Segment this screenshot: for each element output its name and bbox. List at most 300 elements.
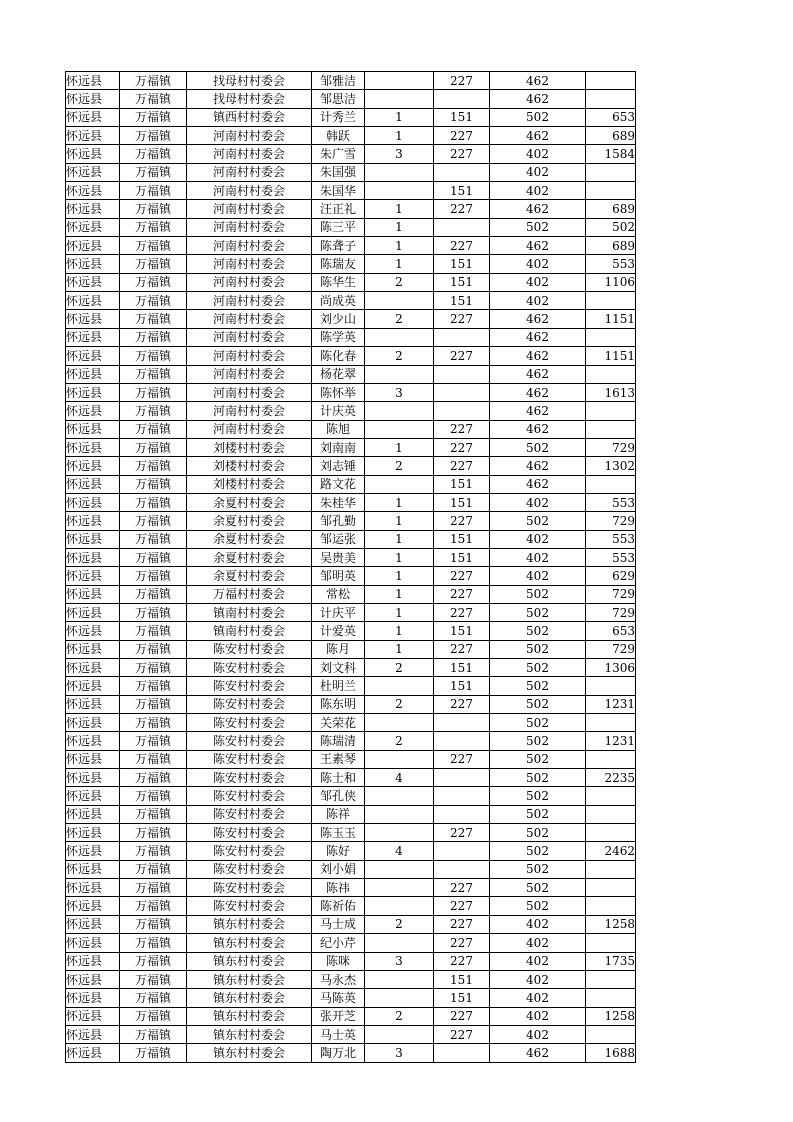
- village-committee-cell: 万福村村委会: [187, 585, 312, 603]
- county-cell: 怀远县: [66, 695, 120, 713]
- total-cell: 729: [586, 603, 636, 621]
- village-committee-cell: 镇东村村委会: [187, 934, 312, 952]
- count-cell: [365, 787, 434, 805]
- amount-a-cell: [434, 218, 490, 236]
- amount-b-cell: 462: [490, 457, 586, 475]
- name-cell: 刘志锤: [312, 457, 365, 475]
- town-cell: 万福镇: [120, 915, 187, 933]
- county-cell: 怀远县: [66, 237, 120, 255]
- town-cell: 万福镇: [120, 475, 187, 493]
- total-cell: 1106: [586, 273, 636, 291]
- amount-b-cell: 402: [490, 970, 586, 988]
- amount-a-cell: 227: [434, 695, 490, 713]
- amount-b-cell: 462: [490, 420, 586, 438]
- village-committee-cell: 陈安村村委会: [187, 824, 312, 842]
- count-cell: 3: [365, 952, 434, 970]
- amount-a-cell: 151: [434, 292, 490, 310]
- count-cell: [365, 970, 434, 988]
- total-cell: 689: [586, 127, 636, 145]
- table-row: [66, 72, 636, 90]
- table-row: [66, 108, 636, 126]
- count-cell: [365, 860, 434, 878]
- table-row: [66, 402, 636, 420]
- amount-a-cell: 227: [434, 934, 490, 952]
- table-row: [66, 1044, 636, 1062]
- count-cell: 2: [365, 457, 434, 475]
- town-cell: 万福镇: [120, 824, 187, 842]
- total-cell: 653: [586, 108, 636, 126]
- amount-b-cell: 502: [490, 769, 586, 787]
- count-cell: [365, 750, 434, 768]
- village-committee-cell: 河南村村委会: [187, 255, 312, 273]
- amount-b-cell: 462: [490, 90, 586, 108]
- total-cell: [586, 365, 636, 383]
- town-cell: 万福镇: [120, 200, 187, 218]
- total-cell: 1302: [586, 457, 636, 475]
- name-cell: 韩跃: [312, 127, 365, 145]
- total-cell: [586, 970, 636, 988]
- table-row: [66, 879, 636, 897]
- amount-b-cell: 402: [490, 530, 586, 548]
- table-row: [66, 347, 636, 365]
- village-committee-cell: 镇东村村委会: [187, 1044, 312, 1062]
- town-cell: 万福镇: [120, 457, 187, 475]
- count-cell: 1: [365, 438, 434, 456]
- name-cell: 陈旭: [312, 420, 365, 438]
- county-cell: 怀远县: [66, 457, 120, 475]
- table-row: [66, 292, 636, 310]
- village-committee-cell: 河南村村委会: [187, 420, 312, 438]
- name-cell: 陈玉玉: [312, 824, 365, 842]
- amount-a-cell: 151: [434, 255, 490, 273]
- county-cell: 怀远县: [66, 622, 120, 640]
- village-committee-cell: 镇东村村委会: [187, 1025, 312, 1043]
- county-cell: 怀远县: [66, 640, 120, 658]
- name-cell: 邹雅洁: [312, 72, 365, 90]
- amount-b-cell: 502: [490, 879, 586, 897]
- total-cell: [586, 90, 636, 108]
- town-cell: 万福镇: [120, 714, 187, 732]
- county-cell: 怀远县: [66, 163, 120, 181]
- amount-b-cell: 462: [490, 72, 586, 90]
- total-cell: [586, 420, 636, 438]
- table-row: [66, 457, 636, 475]
- table-row: [66, 512, 636, 530]
- village-committee-cell: 陈安村村委会: [187, 750, 312, 768]
- village-committee-cell: 镇东村村委会: [187, 970, 312, 988]
- village-committee-cell: 镇东村村委会: [187, 1007, 312, 1025]
- amount-b-cell: 402: [490, 255, 586, 273]
- village-committee-cell: 陈安村村委会: [187, 695, 312, 713]
- name-cell: 朱广雪: [312, 145, 365, 163]
- town-cell: 万福镇: [120, 292, 187, 310]
- table-row: [66, 824, 636, 842]
- county-cell: 怀远县: [66, 952, 120, 970]
- village-committee-cell: 河南村村委会: [187, 182, 312, 200]
- total-cell: 729: [586, 585, 636, 603]
- county-cell: 怀远县: [66, 915, 120, 933]
- amount-a-cell: [434, 787, 490, 805]
- county-cell: 怀远县: [66, 1044, 120, 1062]
- county-cell: 怀远县: [66, 145, 120, 163]
- amount-a-cell: 151: [434, 659, 490, 677]
- name-cell: 朱国强: [312, 163, 365, 181]
- name-cell: 陈三平: [312, 218, 365, 236]
- count-cell: [365, 90, 434, 108]
- name-cell: 关荣花: [312, 714, 365, 732]
- town-cell: 万福镇: [120, 897, 187, 915]
- count-cell: 4: [365, 769, 434, 787]
- amount-b-cell: 462: [490, 383, 586, 401]
- village-committee-cell: 河南村村委会: [187, 383, 312, 401]
- town-cell: 万福镇: [120, 732, 187, 750]
- town-cell: 万福镇: [120, 860, 187, 878]
- data-table: [65, 71, 636, 1063]
- amount-a-cell: [434, 1044, 490, 1062]
- total-cell: [586, 714, 636, 732]
- town-cell: 万福镇: [120, 438, 187, 456]
- town-cell: 万福镇: [120, 769, 187, 787]
- name-cell: 陈瑞清: [312, 732, 365, 750]
- name-cell: 邹孔侠: [312, 787, 365, 805]
- name-cell: 刘南南: [312, 438, 365, 456]
- county-cell: 怀远县: [66, 677, 120, 695]
- county-cell: 怀远县: [66, 860, 120, 878]
- village-committee-cell: 河南村村委会: [187, 273, 312, 291]
- amount-a-cell: 227: [434, 640, 490, 658]
- count-cell: [365, 879, 434, 897]
- table-row: [66, 659, 636, 677]
- amount-b-cell: 462: [490, 328, 586, 346]
- table-row: [66, 163, 636, 181]
- count-cell: 2: [365, 659, 434, 677]
- total-cell: [586, 328, 636, 346]
- town-cell: 万福镇: [120, 1025, 187, 1043]
- amount-a-cell: 227: [434, 145, 490, 163]
- town-cell: 万福镇: [120, 970, 187, 988]
- amount-a-cell: 151: [434, 989, 490, 1007]
- town-cell: 万福镇: [120, 163, 187, 181]
- total-cell: [586, 402, 636, 420]
- table-row: [66, 420, 636, 438]
- county-cell: 怀远县: [66, 273, 120, 291]
- village-committee-cell: 陈安村村委会: [187, 805, 312, 823]
- total-cell: [586, 860, 636, 878]
- village-committee-cell: 镇东村村委会: [187, 989, 312, 1007]
- county-cell: 怀远县: [66, 402, 120, 420]
- amount-a-cell: [434, 805, 490, 823]
- name-cell: 马士英: [312, 1025, 365, 1043]
- town-cell: 万福镇: [120, 365, 187, 383]
- total-cell: [586, 677, 636, 695]
- county-cell: 怀远县: [66, 567, 120, 585]
- count-cell: [365, 677, 434, 695]
- village-committee-cell: 陈安村村委会: [187, 714, 312, 732]
- name-cell: 陈好: [312, 842, 365, 860]
- count-cell: 1: [365, 622, 434, 640]
- name-cell: 路文花: [312, 475, 365, 493]
- amount-a-cell: [434, 328, 490, 346]
- county-cell: 怀远县: [66, 438, 120, 456]
- amount-b-cell: 462: [490, 310, 586, 328]
- count-cell: 1: [365, 512, 434, 530]
- name-cell: 陈学英: [312, 328, 365, 346]
- name-cell: 杜明兰: [312, 677, 365, 695]
- table-row: [66, 585, 636, 603]
- table-row: [66, 365, 636, 383]
- village-committee-cell: 河南村村委会: [187, 145, 312, 163]
- amount-b-cell: 502: [490, 108, 586, 126]
- name-cell: 陈怀举: [312, 383, 365, 401]
- count-cell: 3: [365, 145, 434, 163]
- count-cell: 2: [365, 915, 434, 933]
- town-cell: 万福镇: [120, 145, 187, 163]
- name-cell: 邹运张: [312, 530, 365, 548]
- amount-b-cell: 502: [490, 677, 586, 695]
- amount-b-cell: 402: [490, 182, 586, 200]
- table-row: [66, 237, 636, 255]
- name-cell: 朱桂华: [312, 493, 365, 511]
- county-cell: 怀远县: [66, 1025, 120, 1043]
- count-cell: 1: [365, 255, 434, 273]
- total-cell: [586, 182, 636, 200]
- total-cell: 689: [586, 200, 636, 218]
- county-cell: 怀远县: [66, 530, 120, 548]
- village-committee-cell: 河南村村委会: [187, 365, 312, 383]
- table-row: [66, 200, 636, 218]
- amount-a-cell: 227: [434, 567, 490, 585]
- county-cell: 怀远县: [66, 292, 120, 310]
- village-committee-cell: 陈安村村委会: [187, 769, 312, 787]
- amount-a-cell: 227: [434, 952, 490, 970]
- amount-a-cell: 227: [434, 879, 490, 897]
- count-cell: 3: [365, 383, 434, 401]
- table-row: [66, 90, 636, 108]
- total-cell: 1306: [586, 659, 636, 677]
- total-cell: 1258: [586, 1007, 636, 1025]
- total-cell: 553: [586, 548, 636, 566]
- amount-a-cell: [434, 383, 490, 401]
- town-cell: 万福镇: [120, 603, 187, 621]
- name-cell: 吴贵美: [312, 548, 365, 566]
- amount-b-cell: 462: [490, 347, 586, 365]
- county-cell: 怀远县: [66, 310, 120, 328]
- amount-b-cell: 502: [490, 860, 586, 878]
- county-cell: 怀远县: [66, 805, 120, 823]
- amount-b-cell: 502: [490, 787, 586, 805]
- town-cell: 万福镇: [120, 952, 187, 970]
- village-committee-cell: 镇西村村委会: [187, 108, 312, 126]
- amount-a-cell: 151: [434, 548, 490, 566]
- total-cell: 689: [586, 237, 636, 255]
- total-cell: [586, 879, 636, 897]
- town-cell: 万福镇: [120, 842, 187, 860]
- amount-b-cell: 402: [490, 934, 586, 952]
- town-cell: 万福镇: [120, 182, 187, 200]
- village-committee-cell: 找母村村委会: [187, 72, 312, 90]
- town-cell: 万福镇: [120, 237, 187, 255]
- county-cell: 怀远县: [66, 72, 120, 90]
- amount-b-cell: 462: [490, 200, 586, 218]
- village-committee-cell: 刘楼村村委会: [187, 457, 312, 475]
- name-cell: 邹孔勤: [312, 512, 365, 530]
- table-row: [66, 750, 636, 768]
- name-cell: 陈化春: [312, 347, 365, 365]
- town-cell: 万福镇: [120, 805, 187, 823]
- county-cell: 怀远县: [66, 200, 120, 218]
- total-cell: 553: [586, 530, 636, 548]
- county-cell: 怀远县: [66, 787, 120, 805]
- amount-a-cell: 227: [434, 237, 490, 255]
- town-cell: 万福镇: [120, 530, 187, 548]
- amount-a-cell: 227: [434, 1025, 490, 1043]
- total-cell: 2235: [586, 769, 636, 787]
- total-cell: 2462: [586, 842, 636, 860]
- count-cell: [365, 934, 434, 952]
- amount-b-cell: 502: [490, 732, 586, 750]
- town-cell: 万福镇: [120, 622, 187, 640]
- amount-a-cell: [434, 769, 490, 787]
- amount-a-cell: [434, 842, 490, 860]
- table-body: [66, 72, 636, 1063]
- village-committee-cell: 陈安村村委会: [187, 860, 312, 878]
- total-cell: 1258: [586, 915, 636, 933]
- town-cell: 万福镇: [120, 273, 187, 291]
- count-cell: [365, 365, 434, 383]
- name-cell: 刘少山: [312, 310, 365, 328]
- name-cell: 陶万北: [312, 1044, 365, 1062]
- amount-b-cell: 402: [490, 292, 586, 310]
- total-cell: [586, 475, 636, 493]
- county-cell: 怀远县: [66, 548, 120, 566]
- amount-a-cell: [434, 732, 490, 750]
- table-row: [66, 310, 636, 328]
- amount-b-cell: 462: [490, 365, 586, 383]
- count-cell: 2: [365, 732, 434, 750]
- table-row: [66, 695, 636, 713]
- name-cell: 纪小芹: [312, 934, 365, 952]
- count-cell: 2: [365, 1007, 434, 1025]
- county-cell: 怀远县: [66, 255, 120, 273]
- town-cell: 万福镇: [120, 1007, 187, 1025]
- table-row: [66, 732, 636, 750]
- county-cell: 怀远县: [66, 365, 120, 383]
- amount-b-cell: 462: [490, 127, 586, 145]
- county-cell: 怀远县: [66, 769, 120, 787]
- amount-b-cell: 402: [490, 273, 586, 291]
- town-cell: 万福镇: [120, 310, 187, 328]
- town-cell: 万福镇: [120, 218, 187, 236]
- total-cell: 1151: [586, 347, 636, 365]
- count-cell: [365, 163, 434, 181]
- total-cell: [586, 824, 636, 842]
- amount-a-cell: 227: [434, 347, 490, 365]
- amount-a-cell: 151: [434, 493, 490, 511]
- amount-b-cell: 502: [490, 897, 586, 915]
- table-row: [66, 897, 636, 915]
- name-cell: 王素琴: [312, 750, 365, 768]
- town-cell: 万福镇: [120, 328, 187, 346]
- total-cell: 502: [586, 218, 636, 236]
- amount-a-cell: 227: [434, 200, 490, 218]
- amount-b-cell: 502: [490, 842, 586, 860]
- amount-b-cell: 402: [490, 1025, 586, 1043]
- town-cell: 万福镇: [120, 695, 187, 713]
- amount-a-cell: 227: [434, 127, 490, 145]
- table-row: [66, 145, 636, 163]
- count-cell: 1: [365, 108, 434, 126]
- name-cell: 张开芝: [312, 1007, 365, 1025]
- amount-b-cell: 402: [490, 548, 586, 566]
- table-row: [66, 860, 636, 878]
- town-cell: 万福镇: [120, 787, 187, 805]
- amount-b-cell: 462: [490, 237, 586, 255]
- total-cell: 553: [586, 493, 636, 511]
- amount-b-cell: 502: [490, 512, 586, 530]
- town-cell: 万福镇: [120, 255, 187, 273]
- count-cell: [365, 714, 434, 732]
- village-committee-cell: 陈安村村委会: [187, 677, 312, 695]
- total-cell: [586, 787, 636, 805]
- town-cell: 万福镇: [120, 677, 187, 695]
- village-committee-cell: 河南村村委会: [187, 402, 312, 420]
- table-row: [66, 530, 636, 548]
- total-cell: 1688: [586, 1044, 636, 1062]
- town-cell: 万福镇: [120, 750, 187, 768]
- county-cell: 怀远县: [66, 934, 120, 952]
- village-committee-cell: 河南村村委会: [187, 310, 312, 328]
- table-row: [66, 182, 636, 200]
- county-cell: 怀远县: [66, 732, 120, 750]
- table-row: [66, 603, 636, 621]
- amount-a-cell: 227: [434, 824, 490, 842]
- county-cell: 怀远县: [66, 493, 120, 511]
- count-cell: [365, 292, 434, 310]
- name-cell: 杨花翠: [312, 365, 365, 383]
- village-committee-cell: 刘楼村村委会: [187, 438, 312, 456]
- town-cell: 万福镇: [120, 567, 187, 585]
- amount-a-cell: 227: [434, 72, 490, 90]
- amount-b-cell: 502: [490, 640, 586, 658]
- village-committee-cell: 陈安村村委会: [187, 640, 312, 658]
- count-cell: [365, 182, 434, 200]
- county-cell: 怀远县: [66, 347, 120, 365]
- village-committee-cell: 余夏村村委会: [187, 512, 312, 530]
- amount-a-cell: 227: [434, 457, 490, 475]
- county-cell: 怀远县: [66, 603, 120, 621]
- town-cell: 万福镇: [120, 989, 187, 1007]
- count-cell: [365, 989, 434, 1007]
- town-cell: 万福镇: [120, 383, 187, 401]
- county-cell: 怀远县: [66, 842, 120, 860]
- table-row: [66, 714, 636, 732]
- town-cell: 万福镇: [120, 640, 187, 658]
- village-committee-cell: 镇东村村委会: [187, 915, 312, 933]
- town-cell: 万福镇: [120, 90, 187, 108]
- total-cell: 1584: [586, 145, 636, 163]
- table-row: [66, 677, 636, 695]
- village-committee-cell: 余夏村村委会: [187, 567, 312, 585]
- count-cell: [365, 420, 434, 438]
- village-committee-cell: 河南村村委会: [187, 292, 312, 310]
- count-cell: 1: [365, 640, 434, 658]
- county-cell: 怀远县: [66, 1007, 120, 1025]
- village-committee-cell: 刘楼村村委会: [187, 475, 312, 493]
- amount-b-cell: 402: [490, 145, 586, 163]
- amount-a-cell: [434, 365, 490, 383]
- table-row: [66, 787, 636, 805]
- table-row: [66, 273, 636, 291]
